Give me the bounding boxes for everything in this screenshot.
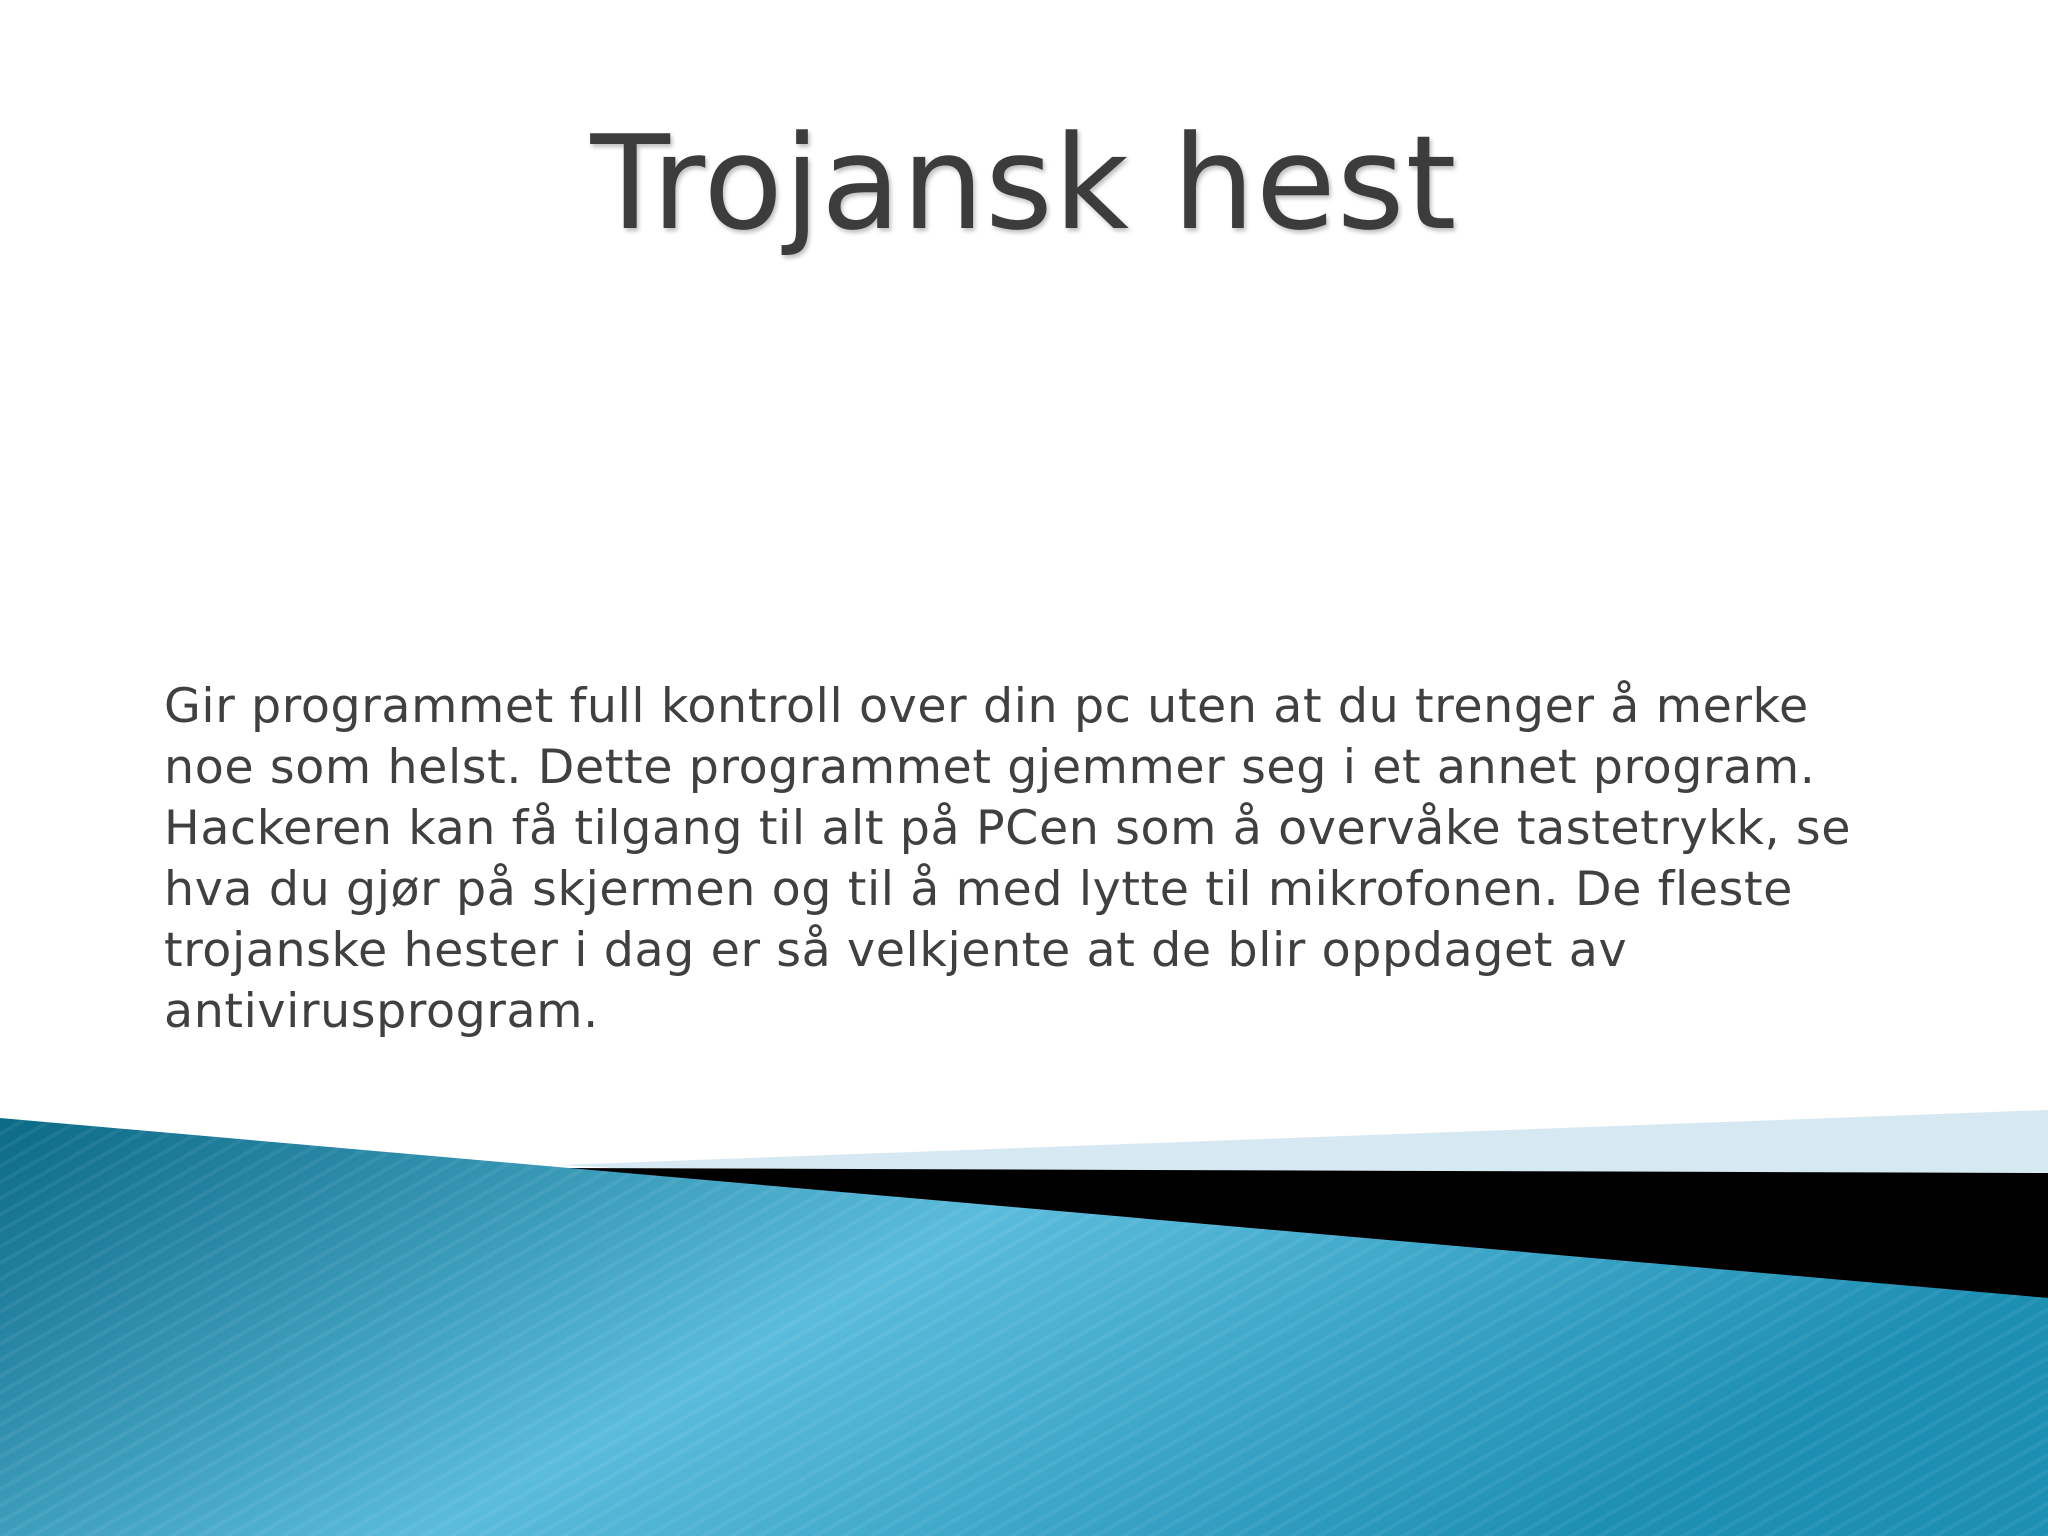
pale-blue-band (560, 1110, 2048, 1173)
black-band (560, 1168, 2048, 1298)
teal-shape (0, 1118, 2048, 1536)
slide-body-text: Gir programmet full kontroll over din pc uten at du trenger å merke noe som helst. Dette programmet gjemmer seg i et annet program. Hackeren kan få tilgang til alt på PCen som å overvåke tastetrykk, se hva du gjør på skjermen og til å med lytte til mikrofonen. De fleste trojanske hester i dag er så velkjente at de blir oppdaget av antivirusprogram. (164, 679, 1852, 1039)
slide-title: Trojansk hest (590, 107, 1458, 259)
teal-stripe-texture (0, 1118, 2048, 1536)
